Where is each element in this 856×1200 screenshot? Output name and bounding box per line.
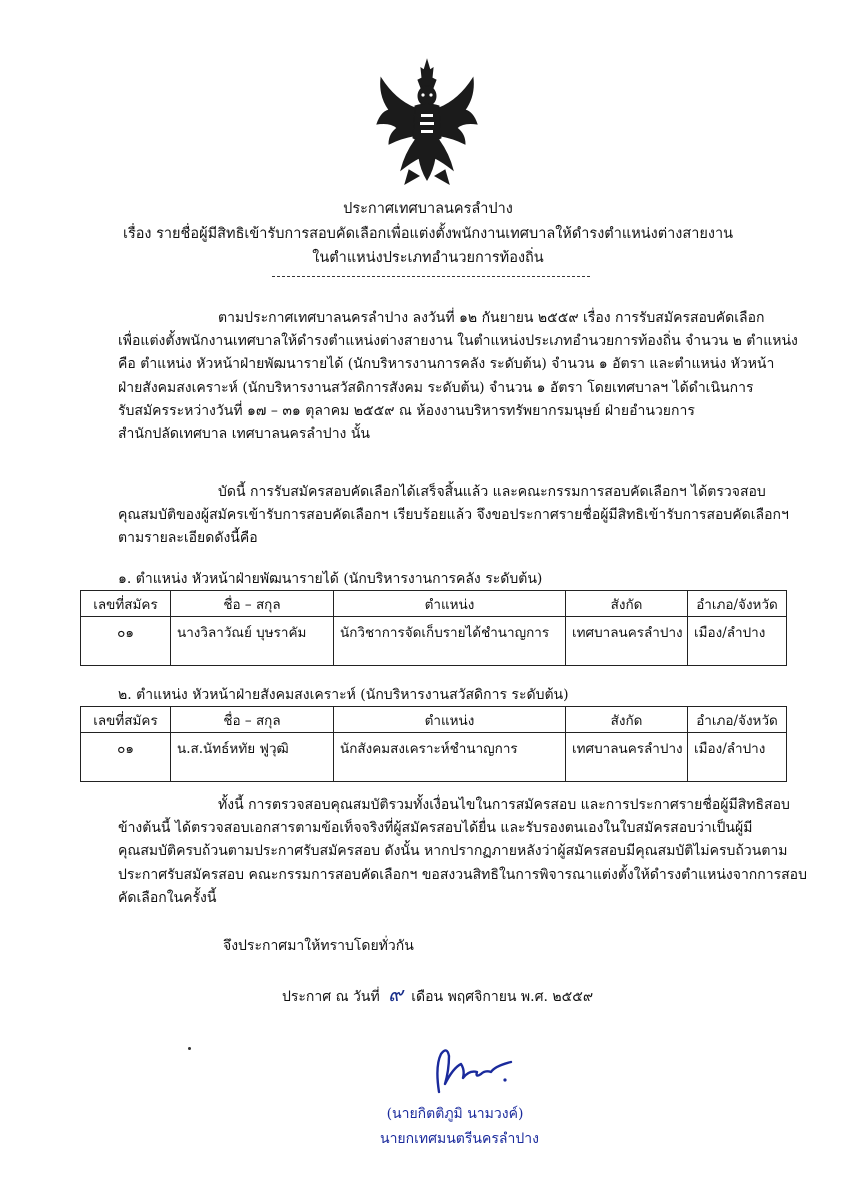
disclaimer-line: ทั้งนี้ การตรวจสอบคุณสมบัติรวมทั้งเงื่อนไขในการสมัครสอบ และการประกาศรายชื่อผู้มีสิทธิสอบ	[218, 797, 790, 813]
announcement-subject: เรื่อง รายชื่อผู้มีสิทธิเข้ารับการสอบคัดเลือกเพื่อแต่งตั้งพนักงานเทศบาลให้ดำรงตำแหน่งต่างสายงาน	[122, 226, 734, 242]
disclaimer-line: ประกาศรับสมัครสอบ คณะกรรมการสอบคัดเลือกฯ ขอสงวนสิทธิในการพิจารณาแต่งตั้งให้ดำรงตำแหน่งจากการสอบ	[118, 866, 807, 883]
signer-position: นายกเทศมนตรีนครลำปาง	[380, 1131, 539, 1147]
announce-month-year: เดือน พฤศจิกายน พ.ศ. ๒๕๕๙	[411, 989, 594, 1005]
column-header-affiliation: สังกัด	[566, 591, 688, 617]
name-cell: น.ส.นัทธ์หทัย ฟูวุฒิ	[171, 733, 334, 782]
garuda-emblem-icon	[375, 58, 480, 188]
column-header-application-no: เลขที่สมัคร	[81, 707, 171, 733]
intro-line: รับสมัครระหว่างวันที่ ๑๗ – ๓๑ ตุลาคม ๒๕๕๙ ณ ห้องงานบริหารทรัพยากรมนุษย์ ฝ่ายอำนวยการ	[118, 402, 695, 419]
intro-line: ฝ่ายสังคมสงเคราะห์ (นักบริหารงานสวัสดิการสังคม ระดับต้น) จำนวน ๑ อัตรา โดยเทศบาลฯ ได้ดำเนินการ	[118, 379, 754, 396]
table-row	[81, 617, 787, 666]
section-1-title: ๑. ตำแหน่ง หัวหน้าฝ่ายพัฒนารายได้ (นักบริหารงานการคลัง ระดับต้น)	[118, 571, 543, 587]
column-header-position: ตำแหน่ง	[334, 707, 566, 733]
candidate-table-2	[80, 706, 787, 782]
disclaimer-line: ข้างต้นนี้ ได้ตรวจสอบเอกสารตามข้อเท็จจริงที่ผู้สมัครสอบได้ยื่น และรับรองตนเองในใบสมัครสอบว่าเป็นผู้มี	[118, 820, 753, 837]
column-header-name: ชื่อ – สกุล	[171, 707, 334, 733]
affiliation-cell: เทศบาลนครลำปาง	[566, 733, 688, 782]
affiliation-cell: เทศบาลนครลำปาง	[566, 617, 688, 666]
column-header-affiliation: สังกัด	[566, 707, 688, 733]
intro-paragraph	[118, 307, 798, 446]
intro-line: คือ ตำแหน่ง หัวหน้าฝ่ายพัฒนารายได้ (นักบริหารงานการคลัง ระดับต้น) จำนวน ๑ อัตรา และตำแหน่ง หัวหน้า	[118, 356, 775, 373]
table-row	[81, 733, 787, 782]
application-no-cell: ๐๑	[81, 617, 171, 666]
status-line: ตามรายละเอียดดังนี้คือ	[118, 530, 258, 547]
announcement-date	[282, 978, 593, 1010]
disclaimer-paragraph	[118, 794, 807, 910]
announce-prefix: ประกาศ ณ วันที่	[282, 989, 380, 1005]
closing-statement: จึงประกาศมาให้ทราบโดยทั่วกัน	[223, 938, 414, 954]
status-line: คุณสมบัติของผู้สมัครเข้ารับการสอบคัดเลือกฯ เรียบร้อยแล้ว จึงขอประกาศรายชื่อผู้มีสิทธิเข้ารับการสอบคัดเลือกฯ	[118, 507, 789, 524]
application-no-cell: ๐๑	[81, 733, 171, 782]
column-header-position: ตำแหน่ง	[334, 591, 566, 617]
intro-line: สำนักปลัดเทศบาล เทศบาลนครลำปาง นั้น	[118, 426, 370, 443]
announcement-subject-continued: ในตำแหน่งประเภทอำนวยการท้องถิ่น	[312, 250, 544, 266]
scan-speck	[188, 1047, 191, 1050]
name-cell: นางวิลาวัณย์ บุษราคัม	[171, 617, 334, 666]
announcement-issuer: ประกาศเทศบาลนครลำปาง	[343, 201, 513, 217]
disclaimer-line: คุณสมบัติครบถ้วนตามประกาศรับสมัครสอบ ดังนั้น หากปรากฏภายหลังว่าผู้สมัครสอบมีคุณสมบัติไม่ครบถ้วนตาม	[118, 843, 788, 860]
announce-day: ๙	[388, 982, 403, 1006]
district-province-cell: เมือง/ลำปาง	[688, 617, 787, 666]
section-2-title: ๒. ตำแหน่ง หัวหน้าฝ่ายสังคมสงเคราะห์ (นักบริหารงานสวัสดิการ ระดับต้น)	[118, 687, 569, 703]
status-paragraph	[118, 481, 789, 551]
position-cell: นักวิชาการจัดเก็บรายได้ชำนาญการ	[334, 617, 566, 666]
signature-image	[425, 1040, 520, 1100]
candidate-table-1	[80, 590, 787, 666]
district-province-cell: เมือง/ลำปาง	[688, 733, 787, 782]
signer-name: (นายกิตติภูมิ นามวงค์)	[386, 1106, 524, 1122]
status-line: บัดนี้ การรับสมัครสอบคัดเลือกได้เสร็จสิ้นแล้ว และคณะกรรมการสอบคัดเลือกฯ ได้ตรวจสอบ	[218, 484, 766, 500]
table-header-row	[81, 591, 787, 617]
disclaimer-line: คัดเลือกในครั้งนี้	[118, 889, 217, 906]
column-header-district-province: อำเภอ/จังหวัด	[688, 591, 787, 617]
column-header-application-no: เลขที่สมัคร	[81, 591, 171, 617]
intro-line: ตามประกาศเทศบาลนครลำปาง ลงวันที่ ๑๒ กันยายน ๒๕๕๙ เรื่อง การรับสมัครสอบคัดเลือก	[218, 310, 765, 326]
intro-line: เพื่อแต่งตั้งพนักงานเทศบาลให้ดำรงตำแหน่งต่างสายงาน ในตำแหน่งประเภทอำนวยการท้องถิ่น จำนวน ๒ ตำแหน่ง	[118, 333, 798, 350]
column-header-name: ชื่อ – สกุล	[171, 591, 334, 617]
position-cell: นักสังคมสงเคราะห์ชำนาญการ	[334, 733, 566, 782]
column-header-district-province: อำเภอ/จังหวัด	[688, 707, 787, 733]
separator-line	[272, 276, 590, 277]
table-header-row	[81, 707, 787, 733]
